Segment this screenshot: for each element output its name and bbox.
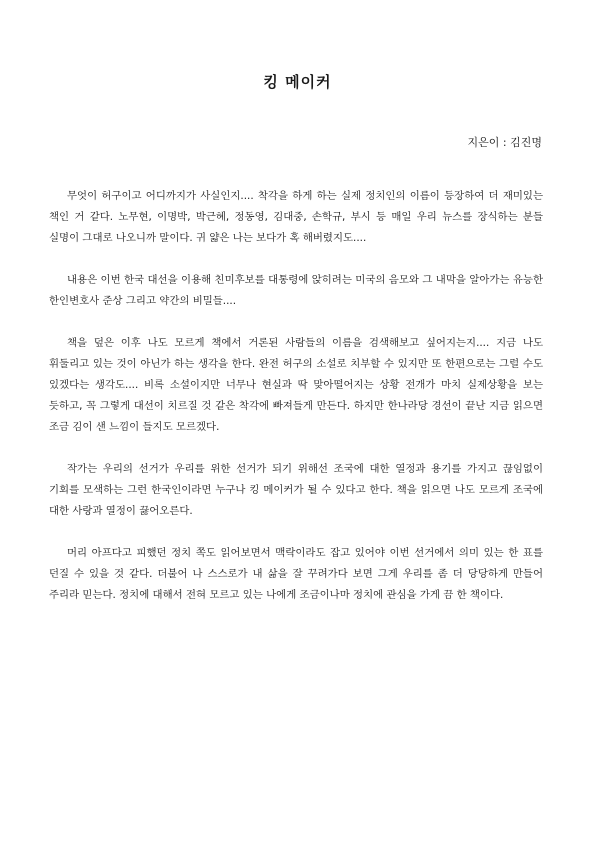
paragraph-1: 무엇이 허구이고 어디까지가 사실인지.... 착각을 하게 하는 실제 정치인의 이름이 등장하여 더 재미있는 책인 거 같다. 노무현, 이명박, 박근혜, 정동영, 김대중, 손학규, 부시 등 매일 우리 뉴스를 장식하는 분들 실명이 그대로 나오니까 말이다. 귀 얇은 나는 보다가 혹 해버렸지도.... <box>49 190 543 244</box>
document-title: 킹 메이커 <box>263 73 332 91</box>
paragraph-3: 책을 덮은 이후 나도 모르게 책에서 거론된 사람들의 이름을 검색해보고 싶어지는지.... 지금 나도 휘둘리고 있는 것이 아닌가 하는 생각을 한다. 완전 허구의 소설로 치부할 수 있지만 또 한편으로는 그럴 수도 있겠다는 생각도.... 비록 소설이지만 너무나 현실과 딱 맞아떨어지는 상황 전개가 마치 실제상황을 보는 듯하고, 꼭 그렇게 대선이 치르질 것 같은 착각에 빠져들게 만든다. 하지만 한나라당 경선이 끝난 지금 읽으면 조금 김이 샌 느낌이 들지도 모르겠다. <box>49 337 543 433</box>
paragraph-4: 작가는 우리의 선거가 우리를 위한 선거가 되기 위해선 조국에 대한 열정과 용기를 가지고 끊임없이 기회를 모색하는 그런 한국인이라면 누구나 킹 메이커가 될 수 있다고 한다. 책을 읽으면 나도 모르게 조국에 대한 사랑과 열정이 끓어오른다. <box>49 463 543 517</box>
document-body <box>49 186 543 627</box>
author-line: 지은이 : 김진명 <box>467 136 542 149</box>
paragraph-5: 머리 아프다고 피했던 정치 쪽도 읽어보면서 맥락이라도 잡고 있어야 이번 선거에서 의미 있는 한 표를 던질 수 있을 것 같다. 더불어 나 스스로가 내 삶을 잘 꾸려가다 보면 그게 우리를 좀 더 당당하게 만들어 주리라 믿는다. 정치에 대해서 전혀 모르고 있는 나에게 조금이나마 정치에 관심을 가게 끔 한 책이다. <box>49 547 543 601</box>
paragraph-2: 내용은 이번 한국 대선을 이용해 친미후보를 대통령에 앉히려는 미국의 음모와 그 내막을 알아가는 유능한 한인변호사 준상 그리고 약간의 비밀들.... <box>49 274 543 307</box>
